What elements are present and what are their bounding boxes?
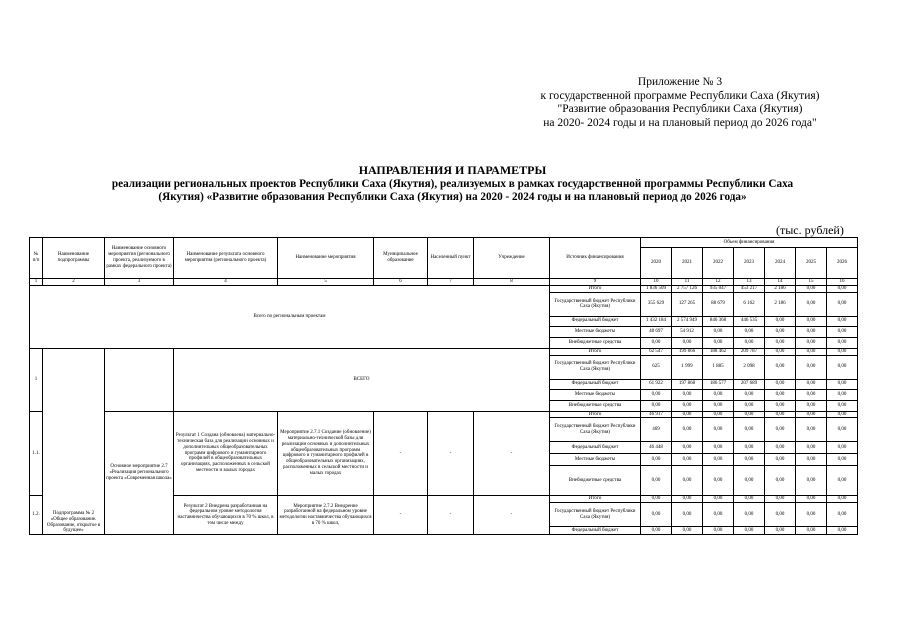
column-index-cell: 6 xyxy=(374,279,428,286)
value-cell: 0,00 xyxy=(765,337,796,348)
source-cell: Внебюджетные средства xyxy=(550,400,641,411)
result-cell: Результат 2 Внедрена разработанная на федеральном уровне методология наставничества обучающихся в 70 % школ, в том числе между xyxy=(174,496,278,535)
value-cell: 0,00 xyxy=(765,326,796,337)
value-cell: 0,00 xyxy=(765,411,796,418)
year-cell: 2021 xyxy=(672,248,703,279)
value-cell: 0,00 xyxy=(765,389,796,400)
header-cell: Наименование подпрограммы xyxy=(43,238,105,279)
value-cell: 0,00 xyxy=(703,496,734,503)
value-cell: 0,00 xyxy=(827,400,858,411)
appendix-line: на 2020- 2024 годы и на плановый период до 2026 года" xyxy=(543,116,817,129)
header-cell-volume: Объем финансирования xyxy=(641,238,858,248)
value-cell: 453 217 xyxy=(734,286,765,293)
value-cell: 0,00 xyxy=(703,503,734,527)
value-cell: 0,00 xyxy=(827,379,858,389)
column-index-cell: 14 xyxy=(765,279,796,286)
value-cell: 127 265 xyxy=(672,292,703,316)
value-cell: 0,00 xyxy=(672,466,703,496)
value-cell: 0,00 xyxy=(827,316,858,326)
value-cell: 2 574 949 xyxy=(672,316,703,326)
value-cell: 0,00 xyxy=(796,337,827,348)
value-cell: 6 162 xyxy=(734,292,765,316)
value-cell: 0,00 xyxy=(703,326,734,337)
year-cell: 2024 xyxy=(765,248,796,279)
column-index-cell: 4 xyxy=(174,279,278,286)
year-cell: 2023 xyxy=(734,248,765,279)
value-cell: 0,00 xyxy=(641,389,672,400)
year-cell: 2020 xyxy=(641,248,672,279)
value-cell: 0,00 xyxy=(796,466,827,496)
value-cell: 0,00 xyxy=(827,418,858,442)
value-cell: 0,00 xyxy=(827,355,858,379)
source-cell: Федеральный бюджет xyxy=(550,527,641,535)
row-number-cell: 1 xyxy=(30,348,43,411)
source-cell: Федеральный бюджет xyxy=(550,442,641,454)
value-cell: 0,00 xyxy=(765,400,796,411)
value-cell: 0,00 xyxy=(827,326,858,337)
appendix-line: Приложение № 3 xyxy=(637,76,723,88)
column-index-cell: 7 xyxy=(428,279,474,286)
year-cell: 2025 xyxy=(796,248,827,279)
value-cell: 0,00 xyxy=(796,503,827,527)
value-cell: 0,00 xyxy=(734,326,765,337)
value-cell: 0,00 xyxy=(796,400,827,411)
settlement-cell: - xyxy=(428,496,474,535)
value-cell: 186 577 xyxy=(703,379,734,389)
value-cell: 0,00 xyxy=(765,379,796,389)
value-cell: 0,00 xyxy=(827,389,858,400)
value-cell: 0,00 xyxy=(796,379,827,389)
value-cell: 0,00 xyxy=(765,466,796,496)
table-row xyxy=(30,348,858,355)
value-cell: 0,00 xyxy=(827,442,858,454)
source-cell: Итого xyxy=(550,496,641,503)
municipality-cell: - xyxy=(374,411,428,496)
value-cell: 0,00 xyxy=(796,527,827,535)
column-index-cell: 9 xyxy=(550,279,641,286)
value-cell: 0,00 xyxy=(703,418,734,442)
value-cell: 0,00 xyxy=(734,466,765,496)
header-row xyxy=(30,238,858,248)
value-cell: 0,00 xyxy=(765,496,796,503)
value-cell: 0,00 xyxy=(641,454,672,466)
value-cell: 0,00 xyxy=(796,442,827,454)
column-index-cell: 15 xyxy=(796,279,827,286)
header-cell: Источник финансирования xyxy=(550,238,641,279)
source-cell: Итого xyxy=(550,411,641,418)
source-cell: Федеральный бюджет xyxy=(550,379,641,389)
value-cell: 0,00 xyxy=(796,286,827,293)
value-cell: 0,00 xyxy=(796,326,827,337)
header-cell: Наименование результата основного мероприятия (регионального проекта) xyxy=(174,238,278,279)
title-line: НАПРАВЛЕНИЯ И ПАРАМЕТРЫ xyxy=(358,163,547,177)
header-cell: Учреждение xyxy=(474,238,550,279)
event-cell: Мероприятие 2.7.1 Создание (обновление) материально-технической базы для реализации основных и дополнительных общеобразовательных программ цифрового и гуманитарного профилей в общеобразовательных организациях, расположенных в сельской местности и малых городах xyxy=(278,411,374,496)
header-cell: № п/п xyxy=(30,238,43,279)
value-cell: 0,00 xyxy=(827,503,858,527)
value-cell: 0,00 xyxy=(641,337,672,348)
header-cell: Населенный пункт xyxy=(428,238,474,279)
column-index-cell: 1 xyxy=(30,279,43,286)
main-event-cell: Основное мероприятие 2.7 «Реализация регионального проекта «Современная школа» xyxy=(105,411,174,535)
source-cell: Местные бюджеты xyxy=(550,389,641,400)
value-cell: 0,00 xyxy=(672,496,703,503)
value-cell: 0,00 xyxy=(796,355,827,379)
source-cell: Местные бюджеты xyxy=(550,326,641,337)
value-cell: 0,00 xyxy=(703,466,734,496)
value-cell: 0,00 xyxy=(641,503,672,527)
value-cell: 0,00 xyxy=(796,316,827,326)
source-cell: Государственный бюджет Республики Саха (Якутия) xyxy=(550,418,641,442)
value-cell: 0,00 xyxy=(827,411,858,418)
value-cell: 0,00 xyxy=(734,418,765,442)
event-cell: Мероприятие 2.7.2 Внедрение разработанной на федеральном уровне методологии наставничества обучающихся в 70 % школ, xyxy=(278,496,374,535)
column-index-cell: 5 xyxy=(278,279,374,286)
source-cell: Итого xyxy=(550,286,641,293)
block-label-cell: ВСЕГО xyxy=(174,348,550,411)
value-cell: 1 432 184 xyxy=(641,316,672,326)
year-cell: 2022 xyxy=(703,248,734,279)
column-index-cell: 12 xyxy=(703,279,734,286)
appendix-line: "Развитие образования Республики Саха (Якутия) xyxy=(557,103,803,115)
column-index-cell: 8 xyxy=(474,279,550,286)
value-cell: 54 912 xyxy=(672,326,703,337)
value-cell: 0,00 xyxy=(827,337,858,348)
source-cell: Местные бюджеты xyxy=(550,454,641,466)
row-number-cell: 1.1. xyxy=(30,411,43,496)
value-cell: 0,00 xyxy=(827,466,858,496)
value-cell: 199 866 xyxy=(672,348,703,355)
value-cell: 0,00 xyxy=(827,286,858,293)
value-cell: 0,00 xyxy=(827,496,858,503)
appendix-line: к государственной программе Республики Саха (Якутия) xyxy=(540,89,820,102)
value-cell: 0,00 xyxy=(734,337,765,348)
value-cell: 0,00 xyxy=(672,411,703,418)
value-cell: 0,00 xyxy=(672,454,703,466)
column-index-cell: 10 xyxy=(641,279,672,286)
column-index-cell: 13 xyxy=(734,279,765,286)
value-cell: 0,00 xyxy=(827,292,858,316)
value-cell: 0,00 xyxy=(765,503,796,527)
municipality-cell: - xyxy=(374,496,428,535)
value-cell: 0,00 xyxy=(796,389,827,400)
value-cell: 0,00 xyxy=(734,527,765,535)
value-cell: 469 xyxy=(641,418,672,442)
value-cell: 0,00 xyxy=(703,527,734,535)
value-cell: 0,00 xyxy=(734,389,765,400)
value-cell: 0,00 xyxy=(734,503,765,527)
value-cell: 0,00 xyxy=(703,337,734,348)
value-cell: 0,00 xyxy=(796,454,827,466)
title-line: реализации региональных проектов Республики Саха (Якутия), реализуемых в рамках государственной программы Республики Саха xyxy=(111,177,794,190)
institution-cell: - xyxy=(474,496,550,535)
row-number-cell: 1.2. xyxy=(30,496,43,535)
header-cell: Наименование мероприятия xyxy=(278,238,374,279)
value-cell: 0,00 xyxy=(796,411,827,418)
value-cell: 0,00 xyxy=(765,355,796,379)
value-cell: 0,00 xyxy=(641,466,672,496)
table-body xyxy=(30,238,858,535)
source-cell: Государственный бюджет Республики Саха (Якутия) xyxy=(550,292,641,316)
value-cell: 1 999 xyxy=(672,355,703,379)
table-row xyxy=(30,411,858,418)
value-cell: 0,00 xyxy=(796,418,827,442)
column-index-row xyxy=(30,279,858,286)
value-cell: 0,00 xyxy=(827,527,858,535)
value-cell: 355 629 xyxy=(641,292,672,316)
value-cell: 0,00 xyxy=(765,527,796,535)
value-cell: 0,00 xyxy=(765,316,796,326)
value-cell: 88 679 xyxy=(703,292,734,316)
column-index-cell: 3 xyxy=(105,279,174,286)
value-cell: 0,00 xyxy=(796,348,827,355)
value-cell: 0,00 xyxy=(672,442,703,454)
value-cell: 0,00 xyxy=(703,411,734,418)
value-cell: 0,00 xyxy=(672,503,703,527)
value-cell: 0,00 xyxy=(734,442,765,454)
value-cell: 0,00 xyxy=(641,527,672,535)
value-cell: 0,00 xyxy=(765,454,796,466)
value-cell: 0,00 xyxy=(703,389,734,400)
table-row xyxy=(30,286,858,293)
title-line: (Якутия) «Развитие образования Республики Саха (Якутия) на 2020 - 2024 годы и на плановый период до 2026 года» xyxy=(158,191,747,203)
value-cell: 0,00 xyxy=(734,454,765,466)
document-title xyxy=(30,164,875,205)
value-cell: 0,00 xyxy=(641,400,672,411)
value-cell: 207 689 xyxy=(734,379,765,389)
value-cell: 2 186 xyxy=(765,292,796,316)
value-cell: 2 098 xyxy=(734,355,765,379)
source-cell: Федеральный бюджет xyxy=(550,316,641,326)
value-cell: 46 448 xyxy=(641,442,672,454)
value-cell: 0,00 xyxy=(672,389,703,400)
header-cell: Наименование основного мероприятия (регионального проекта, реализуемого в рамках федерального проекта) xyxy=(105,238,174,279)
value-cell: 446 535 xyxy=(734,316,765,326)
total-label-cell: Всего по региональным проектам xyxy=(30,286,550,349)
source-cell: Внебюджетные средства xyxy=(550,466,641,496)
year-cell: 2026 xyxy=(827,248,858,279)
value-cell: 0,00 xyxy=(672,337,703,348)
value-cell: 0,00 xyxy=(827,348,858,355)
value-cell: 48 697 xyxy=(641,326,672,337)
value-cell: 0,00 xyxy=(703,442,734,454)
value-cell: 1 885 xyxy=(703,355,734,379)
value-cell: 61 922 xyxy=(641,379,672,389)
value-cell: 0,00 xyxy=(672,400,703,411)
value-cell: 0,00 xyxy=(734,496,765,503)
settlement-cell: - xyxy=(428,411,474,496)
value-cell: 0,00 xyxy=(703,454,734,466)
value-cell: 0,00 xyxy=(703,400,734,411)
value-cell: 0,00 xyxy=(765,418,796,442)
parameters-table xyxy=(29,237,858,535)
source-cell: Государственный бюджет Республики Саха (Якутия) xyxy=(550,503,641,527)
value-cell: 0,00 xyxy=(734,411,765,418)
value-cell: 0,00 xyxy=(827,454,858,466)
value-cell: 0,00 xyxy=(641,496,672,503)
subprogram-cell: Подпрограмма № 2 «Общее образование. Образование, открытое в будущее» xyxy=(43,348,105,534)
units-label: (тыс. рублей) xyxy=(776,223,844,237)
value-cell: 2 186 xyxy=(765,286,796,293)
value-cell: 0,00 xyxy=(765,348,796,355)
column-index-cell: 2 xyxy=(43,279,105,286)
column-index-cell: 16 xyxy=(827,279,858,286)
source-cell: Внебюджетные средства xyxy=(550,337,641,348)
value-cell: 46 917 xyxy=(641,411,672,418)
value-cell: 0,00 xyxy=(796,496,827,503)
value-cell: 0,00 xyxy=(672,527,703,535)
value-cell: 188 462 xyxy=(703,348,734,355)
value-cell: 625 xyxy=(641,355,672,379)
value-cell: 846 368 xyxy=(703,316,734,326)
main-event-cell xyxy=(105,348,174,411)
column-index-cell: 11 xyxy=(672,279,703,286)
value-cell: 935 047 xyxy=(703,286,734,293)
value-cell: 0,00 xyxy=(796,292,827,316)
appendix-header xyxy=(440,76,905,130)
value-cell: 209 787 xyxy=(734,348,765,355)
value-cell: 0,00 xyxy=(734,400,765,411)
value-cell: 62 547 xyxy=(641,348,672,355)
source-cell: Итого xyxy=(550,348,641,355)
value-cell: 0,00 xyxy=(672,418,703,442)
value-cell: 2 757 126 xyxy=(672,286,703,293)
value-cell: 1 836 509 xyxy=(641,286,672,293)
value-cell: 197 868 xyxy=(672,379,703,389)
header-cell: Муниципальное образование xyxy=(374,238,428,279)
value-cell: 0,00 xyxy=(765,442,796,454)
institution-cell: - xyxy=(474,411,550,496)
result-cell: Результат 1 Создана (обновлена) материально-техническая база для реализации основных и дополнительных общеобразовательных программ цифрового и гуманитарного профилей в общеобразовательных организациях, расположенных в сельской местности и малых городах xyxy=(174,411,278,496)
source-cell: Государственный бюджет Республики Саха (Якутия) xyxy=(550,355,641,379)
